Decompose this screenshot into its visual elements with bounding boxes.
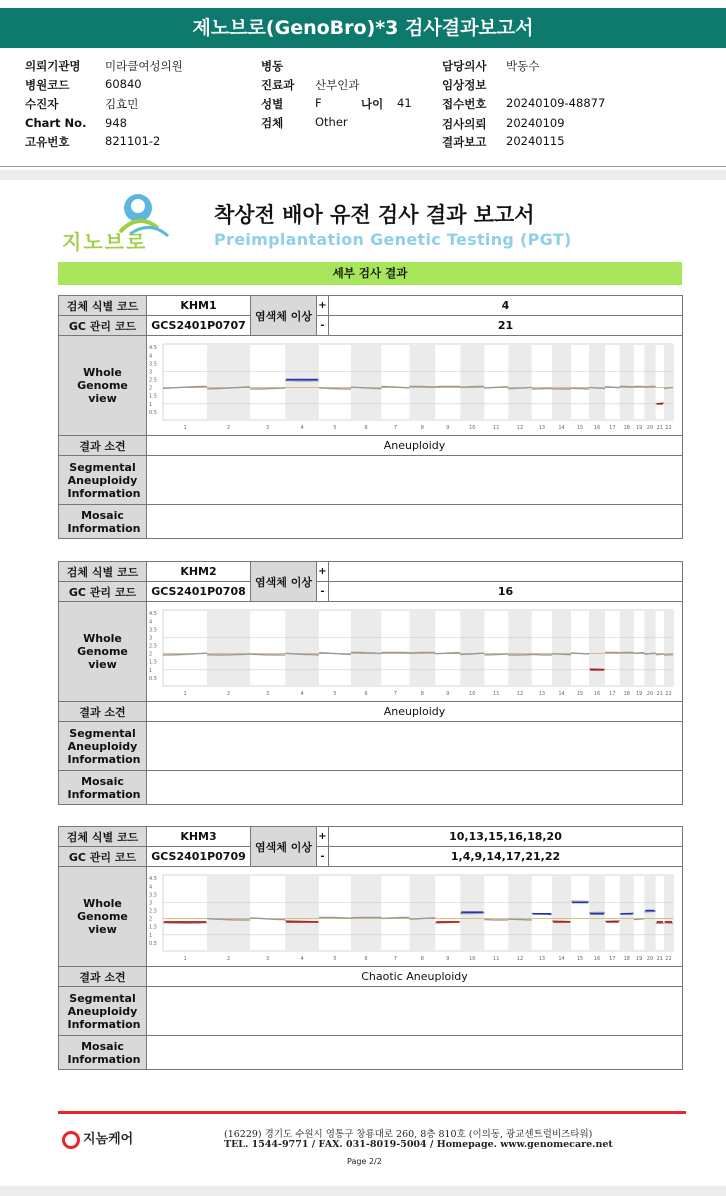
- x-tick-label: 10: [469, 425, 476, 431]
- genome-chart: [147, 602, 682, 701]
- x-tick-label: 17: [609, 425, 616, 431]
- chromosome-band: [508, 344, 532, 420]
- genome-chart: [147, 867, 682, 966]
- mosaic-value: [147, 505, 683, 539]
- x-tick-label: 22: [665, 691, 672, 697]
- y-tick-label: 1.5: [149, 393, 157, 400]
- gain-sign: +: [317, 827, 329, 847]
- sample-id-label: 검체 식별 코드: [59, 296, 147, 316]
- copy-number-trace: [605, 387, 620, 388]
- segmental-value: [147, 456, 683, 505]
- copy-number-trace: [571, 388, 589, 389]
- report-subtitle: Preimplantation Genetic Testing (PGT): [214, 230, 572, 249]
- bottom-band: [0, 1186, 726, 1196]
- y-tick-label: 1.5: [149, 659, 157, 666]
- x-tick-label: 2: [226, 956, 231, 962]
- genome-plot: [147, 602, 677, 701]
- gc-code-label: GC 관리 코드: [59, 847, 147, 867]
- gc-code-label: GC 관리 코드: [59, 582, 147, 602]
- segmental-text: Segmental Aneuploidy Information: [67, 991, 141, 1031]
- chromosome-band: [664, 610, 673, 686]
- chromosome-band: [285, 875, 319, 951]
- x-tick-label: 10: [469, 691, 476, 697]
- mosaic-text: Mosaic Information: [67, 508, 141, 535]
- whole-genome-label: [59, 602, 147, 702]
- x-tick-label: 11: [493, 956, 500, 962]
- header-value: 948: [105, 116, 127, 130]
- y-tick-label: 4: [149, 884, 153, 891]
- x-tick-label: 6: [364, 425, 368, 431]
- x-tick-label: 16: [593, 956, 601, 962]
- chromosome-band: [285, 344, 319, 420]
- x-tick-label: 14: [558, 425, 565, 431]
- x-tick-label: 2: [226, 425, 231, 431]
- gain-chromosomes: [329, 562, 683, 582]
- x-tick-label: 1: [183, 691, 187, 697]
- patient-header: [0, 48, 726, 167]
- loss-sign: -: [317, 847, 329, 867]
- report-title: 착상전 배아 유전 검사 결과 보고서: [214, 203, 535, 227]
- footer-logo: [62, 1128, 133, 1149]
- chrom-abn-label: 염색체 이상: [251, 827, 317, 867]
- x-tick-label: 11: [493, 691, 500, 697]
- x-tick-label: 2: [226, 691, 231, 697]
- chromosome-band: [508, 610, 532, 686]
- whole-genome-text: Whole Genome view: [77, 366, 128, 405]
- y-tick-label: 4: [149, 353, 153, 360]
- y-tick-label: 4.5: [149, 611, 157, 618]
- result-label: 결과 소견: [59, 702, 147, 722]
- chromosome-band: [207, 610, 250, 686]
- segmental-text: Segmental Aneuploidy Information: [67, 726, 141, 766]
- sample-id-value: KHM1: [147, 296, 251, 316]
- genome-chart: [147, 336, 682, 435]
- x-tick-label: 19: [635, 956, 643, 962]
- loss-chromosomes: 21: [329, 316, 683, 336]
- chromosome-band: [620, 610, 634, 686]
- x-tick-label: 14: [558, 956, 565, 962]
- header-label: 검체: [261, 116, 284, 130]
- x-tick-label: 9: [446, 691, 450, 697]
- x-tick-label: 15: [576, 691, 584, 697]
- y-tick-label: 0.5: [149, 940, 157, 947]
- x-tick-label: 16: [593, 425, 601, 431]
- x-tick-label: 20: [646, 956, 654, 962]
- x-tick-label: 12: [516, 956, 524, 962]
- gain-sign: +: [317, 296, 329, 316]
- x-tick-label: 15: [576, 956, 584, 962]
- chromosome-band: [351, 344, 381, 420]
- chromosome-band: [508, 875, 532, 951]
- mosaic-value: [147, 1036, 683, 1070]
- chrom-abn-label: 염색체 이상: [251, 562, 317, 602]
- x-tick-label: 10: [469, 956, 476, 962]
- x-tick-label: 7: [393, 691, 397, 697]
- sample-id-value: KHM3: [147, 827, 251, 847]
- copy-number-trace: [656, 654, 664, 655]
- chromosome-band: [409, 344, 435, 420]
- x-tick-label: 4: [300, 956, 304, 962]
- loss-chromosomes: 1,4,9,14,17,21,22: [329, 847, 683, 867]
- y-tick-label: 1: [149, 401, 153, 408]
- mosaic-label: [59, 771, 147, 805]
- section-title: 세부 검사 결과: [58, 262, 682, 285]
- header-label: Chart No.: [25, 116, 87, 130]
- x-tick-label: 6: [364, 956, 368, 962]
- genome-chart-cell: [147, 867, 683, 967]
- x-tick-label: 4: [300, 425, 304, 431]
- y-tick-label: 0.5: [149, 409, 157, 416]
- header-value: 821101-2: [105, 134, 161, 148]
- x-tick-label: 21: [656, 956, 663, 962]
- x-tick-label: 4: [300, 691, 304, 697]
- y-tick-label: 3: [149, 900, 153, 907]
- x-tick-label: 18: [623, 691, 630, 697]
- x-tick-label: 12: [516, 425, 524, 431]
- header-label: 담당의사: [442, 59, 487, 73]
- sample-table: [58, 561, 683, 805]
- chromosome-band: [644, 875, 655, 951]
- copy-number-trace: [532, 654, 552, 655]
- sample-table: [58, 826, 683, 1070]
- whole-genome-text: Whole Genome view: [77, 897, 128, 936]
- gc-code-value: GCS2401P0707: [147, 316, 251, 336]
- chromosome-band: [409, 875, 435, 951]
- genome-chart-cell: [147, 336, 683, 436]
- x-tick-label: 1: [183, 425, 187, 431]
- copy-number-trace: [620, 386, 634, 387]
- copy-number-trace: [207, 654, 250, 655]
- x-tick-label: 14: [558, 691, 565, 697]
- loss-sign: -: [317, 316, 329, 336]
- y-tick-label: 2.5: [149, 908, 157, 915]
- chromosome-band: [552, 875, 571, 951]
- header-value: Other: [315, 115, 348, 129]
- page-number: Page 2/2: [347, 1157, 382, 1166]
- y-tick-label: 3: [149, 635, 153, 642]
- header-value: 박동수: [506, 59, 540, 73]
- sample-id-label: 검체 식별 코드: [59, 562, 147, 582]
- y-tick-label: 4.5: [149, 876, 157, 883]
- x-tick-label: 5: [333, 425, 337, 431]
- gain-chromosomes: 10,13,15,16,18,20: [329, 827, 683, 847]
- x-tick-label: 3: [266, 956, 270, 962]
- x-tick-label: 17: [609, 691, 616, 697]
- chromosome-band: [552, 610, 571, 686]
- chromosome-band: [285, 610, 319, 686]
- whole-genome-label: [59, 336, 147, 436]
- x-tick-label: 18: [623, 956, 630, 962]
- y-tick-label: 2.5: [149, 643, 157, 650]
- y-tick-label: 4: [149, 619, 153, 626]
- header-label: 검사의뢰: [442, 117, 487, 131]
- header-value: 20240109-48877: [506, 96, 606, 110]
- header-value: 김효민: [105, 97, 139, 111]
- segmental-label: [59, 987, 147, 1036]
- segmental-value: [147, 722, 683, 771]
- genome-plot: [147, 336, 677, 435]
- y-tick-label: 1: [149, 932, 153, 939]
- header-label: 고유번호: [25, 135, 70, 149]
- mosaic-text: Mosaic Information: [67, 1039, 141, 1066]
- copy-number-trace: [319, 917, 351, 918]
- header-label: 의뢰기관명: [25, 59, 81, 73]
- sample-id-label: 검체 식별 코드: [59, 827, 147, 847]
- genomecare-logo-icon: [62, 1131, 80, 1149]
- x-tick-label: 22: [665, 425, 672, 431]
- x-tick-label: 19: [635, 691, 643, 697]
- y-tick-label: 4.5: [149, 345, 157, 352]
- gain-chromosomes: 4: [329, 296, 683, 316]
- x-tick-label: 15: [576, 425, 584, 431]
- gc-code-value: GCS2401P0708: [147, 582, 251, 602]
- result-value: Aneuploidy: [147, 702, 683, 722]
- x-tick-label: 9: [446, 956, 450, 962]
- x-tick-label: 7: [393, 956, 397, 962]
- header-value: F: [315, 96, 322, 110]
- header-value: 41: [397, 96, 412, 110]
- x-tick-label: 7: [393, 425, 397, 431]
- header-label: 결과보고: [442, 135, 487, 149]
- x-tick-label: 18: [623, 425, 630, 431]
- report-title-bar: 제노브로(GenoBro)*3 검사결과보고서: [0, 8, 726, 48]
- x-tick-label: 19: [635, 425, 643, 431]
- header-label: 진료과: [261, 78, 295, 92]
- genome-plot: [147, 867, 677, 966]
- copy-number-trace: [532, 388, 552, 389]
- gain-sign: +: [317, 562, 329, 582]
- chromosome-band: [664, 344, 673, 420]
- y-tick-label: 3: [149, 369, 153, 376]
- x-tick-label: 17: [609, 956, 616, 962]
- header-label: 임상정보: [442, 78, 487, 92]
- copy-number-trace: [552, 654, 571, 655]
- x-tick-label: 3: [266, 691, 270, 697]
- chromosome-band: [664, 875, 673, 951]
- y-tick-label: 0.5: [149, 675, 157, 682]
- x-tick-label: 8: [420, 425, 424, 431]
- footer-address: (16229) 경기도 수원시 영통구 창룡대로 260, 8층 810호 (이의동, 광교센트럴비즈타워): [224, 1129, 593, 1140]
- chromosome-band: [460, 344, 484, 420]
- result-label: 결과 소견: [59, 436, 147, 456]
- header-value: 산부인과: [315, 78, 360, 92]
- x-tick-label: 3: [266, 425, 270, 431]
- footer-line: [58, 1111, 686, 1114]
- result-value: Chaotic Aneuploidy: [147, 967, 683, 987]
- chromosome-band: [552, 344, 571, 420]
- mosaic-value: [147, 771, 683, 805]
- header-label: 병동: [261, 59, 284, 73]
- x-tick-label: 6: [364, 691, 368, 697]
- whole-genome-text: Whole Genome view: [77, 632, 128, 671]
- header-value: 20240115: [506, 134, 565, 148]
- x-tick-label: 8: [420, 956, 424, 962]
- chromosome-band: [409, 610, 435, 686]
- x-tick-label: 5: [333, 956, 337, 962]
- mosaic-label: [59, 505, 147, 539]
- x-tick-label: 8: [420, 691, 424, 697]
- sample-id-value: KHM2: [147, 562, 251, 582]
- loss-sign: -: [317, 582, 329, 602]
- logo-text: 지노브로: [62, 230, 148, 254]
- header-value: 60840: [105, 77, 142, 91]
- copy-number-trace: [634, 653, 644, 654]
- chromosome-band: [460, 610, 484, 686]
- divider-band: [0, 170, 726, 180]
- header-value: 미라클여성의원: [105, 59, 183, 73]
- chromosome-band: [589, 344, 605, 420]
- header-label: 나이: [361, 97, 384, 111]
- y-tick-label: 2: [149, 385, 153, 392]
- y-tick-label: 2: [149, 651, 153, 658]
- y-tick-label: 2.5: [149, 377, 157, 384]
- x-tick-label: 1: [183, 956, 187, 962]
- y-tick-label: 3.5: [149, 627, 157, 634]
- footer-logo-text: 지놈케어: [83, 1132, 134, 1147]
- copy-number-trace: [644, 386, 655, 387]
- x-tick-label: 21: [656, 691, 663, 697]
- chromosome-band: [351, 610, 381, 686]
- result-label: 결과 소견: [59, 967, 147, 987]
- genome-chart-cell: [147, 602, 683, 702]
- copy-number-trace: [589, 388, 605, 389]
- x-tick-label: 13: [538, 956, 546, 962]
- segmental-value: [147, 987, 683, 1036]
- gc-code-label: GC 관리 코드: [59, 316, 147, 336]
- x-tick-label: 5: [333, 691, 337, 697]
- gc-code-value: GCS2401P0709: [147, 847, 251, 867]
- result-value: Aneuploidy: [147, 436, 683, 456]
- chrom-abn-label: 염색체 이상: [251, 296, 317, 336]
- chromosome-band: [644, 344, 655, 420]
- x-tick-label: 9: [446, 425, 450, 431]
- y-tick-label: 3.5: [149, 892, 157, 899]
- chromosome-band: [207, 344, 250, 420]
- header-label: 병원코드: [25, 78, 70, 92]
- segmental-text: Segmental Aneuploidy Information: [67, 460, 141, 500]
- copy-number-trace: [409, 386, 435, 387]
- copy-number-trace: [634, 919, 644, 920]
- footer-contact: TEL. 1544-9771 / FAX. 031-8019-5004 / Homepage. www.genomecare.net: [224, 1139, 613, 1150]
- chromosome-band: [351, 875, 381, 951]
- loss-chromosomes: 16: [329, 582, 683, 602]
- whole-genome-label: [59, 867, 147, 967]
- x-tick-label: 13: [538, 425, 546, 431]
- x-tick-label: 22: [665, 956, 672, 962]
- x-tick-label: 12: [516, 691, 524, 697]
- sample-table: [58, 295, 683, 539]
- segmental-label: [59, 722, 147, 771]
- chromosome-band: [644, 610, 655, 686]
- header-label: 성별: [261, 97, 284, 111]
- header-value: 20240109: [506, 116, 565, 130]
- x-tick-label: 13: [538, 691, 546, 697]
- mosaic-text: Mosaic Information: [67, 774, 141, 801]
- chromosome-band: [589, 610, 605, 686]
- x-tick-label: 16: [593, 691, 601, 697]
- y-tick-label: 1.5: [149, 924, 157, 931]
- x-tick-label: 20: [646, 691, 654, 697]
- y-tick-label: 2: [149, 916, 153, 923]
- chromosome-band: [620, 344, 634, 420]
- copy-number-trace: [644, 911, 655, 912]
- x-tick-label: 11: [493, 425, 500, 431]
- copy-number-trace: [409, 652, 435, 653]
- x-tick-label: 21: [656, 425, 663, 431]
- copy-number-trace: [250, 654, 285, 655]
- y-tick-label: 1: [149, 667, 153, 674]
- x-tick-label: 20: [646, 425, 654, 431]
- header-label: 수진자: [25, 97, 59, 111]
- chromosome-band: [207, 875, 250, 951]
- header-label: 접수번호: [442, 97, 487, 111]
- segmental-label: [59, 456, 147, 505]
- y-tick-label: 3.5: [149, 361, 157, 368]
- mosaic-label: [59, 1036, 147, 1070]
